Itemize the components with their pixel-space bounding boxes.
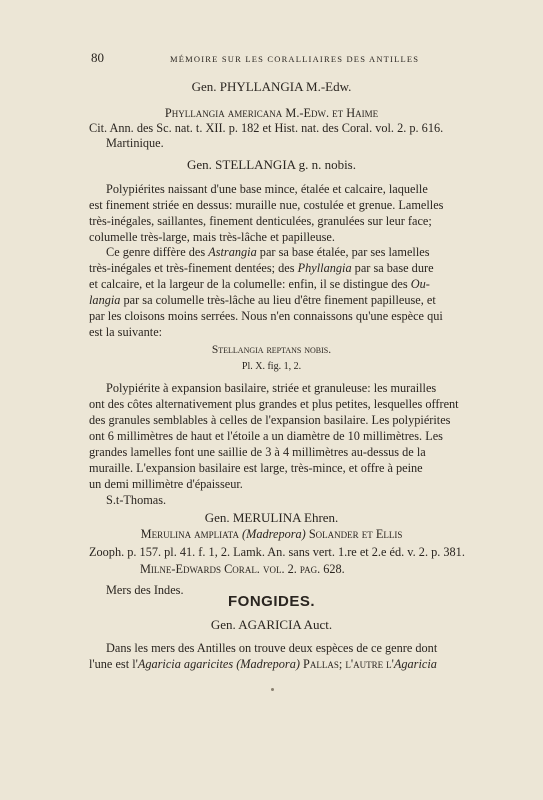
locality-line: S.t-Thomas. <box>106 493 167 507</box>
paragraph-line: et calcaire, et la largeur de la columelle: enfin, il se distingue des Ou- <box>89 277 430 291</box>
citation-line: Zooph. p. 157. pl. 41. f. 1, 2. Lamk. An. sans vert. 1.re et 2.e éd. v. 2. p. 381. <box>89 545 465 559</box>
paragraph-line: est finement striée en dessus: muraille nue, costulée et grenue. Lamelles <box>89 198 444 212</box>
plate-reference: Pl. X. fig. 1, 2. <box>241 361 302 372</box>
paragraph-line: des granules semblables à celles de l'expansion basilaire. Les polypiérites <box>89 413 451 427</box>
paragraph-line: ont des côtes alternativement plus grandes et plus petites, lesquelles offrent <box>89 397 459 411</box>
genus-heading-merulina: Gen. MERULINA Ehren. <box>204 510 339 525</box>
paragraph-line: très-inégales et très-finement dentées; des Phyllangia par sa base dure <box>89 261 434 275</box>
paragraph-line: un demi millimètre d'épaisseur. <box>89 477 243 491</box>
citation-line: Cit. Ann. des Sc. nat. t. XII. p. 182 et Hist. nat. des Coral. vol. 2. p. 616. <box>89 121 444 135</box>
paragraph-line: Polypiérites naissant d'une base mince, étalée et calcaire, laquelle <box>106 182 428 196</box>
species-heading-phyllangia-americana: Phyllangia americana M.-Edw. et Haime <box>164 106 379 120</box>
family-heading-fongides: FONGIDES. <box>227 593 315 610</box>
paragraph-line: par les cloisons moins serrées. Nous n'en connaissons qu'une espèce qui <box>89 309 443 323</box>
paragraph-line: grandes lamelles font une saillie de 3 à 4 millimètres au-dessus de la <box>89 445 426 459</box>
running-title: MÉMOIRE SUR LES CORALLIAIRES DES ANTILLES <box>170 54 420 64</box>
paragraph-line: très-inégales, saillantes, finement denticulées, granulées sur leur face; <box>89 214 432 228</box>
species-heading-merulina-ampliata: Merulina ampliata (Madrepora) Solander et Ellis <box>140 527 403 541</box>
paragraph-line: muraille. L'expansion basilaire est large, très-mince, et offre à peine <box>89 461 423 475</box>
paragraph-line: l'une est l'Agaricia agaricites (Madrepora) Pallas; l'autre l'Agaricia <box>89 657 437 671</box>
paragraph-line: Dans les mers des Antilles on trouve deux espèces de ce genre dont <box>106 641 438 655</box>
genus-heading-phyllangia: Gen. PHYLLANGIA M.-Edw. <box>191 79 352 94</box>
ink-spot <box>271 688 274 691</box>
paragraph-line: columelle très-large, mais très-lâche et papilleuse. <box>89 230 335 244</box>
locality-line: Mers des Indes. <box>106 583 184 597</box>
paragraph-line: Polypiérite à expansion basilaire, striée et granuleuse: les murailles <box>106 381 437 395</box>
locality-line: Martinique. <box>106 136 164 150</box>
genus-heading-agaricia: Gen. AGARICIA Auct. <box>210 617 333 632</box>
paragraph-line: langia par sa columelle très-lâche au lieu d'être finement papilleuse, et <box>89 293 436 307</box>
genus-heading-stellangia: Gen. STELLANGIA g. n. nobis. <box>187 157 356 172</box>
paragraph-line: est la suivante: <box>89 325 163 339</box>
paragraph-line: Ce genre diffère des Astrangia par sa base étalée, par ses lamelles <box>106 245 430 259</box>
citation-line: Milne-Edwards Coral. vol. 2. pag. 628. <box>140 562 345 576</box>
species-heading-stellangia-reptans: Stellangia reptans nobis. <box>211 344 332 356</box>
paragraph-line: ont 6 millimètres de haut et l'étoile a un diamètre de 10 millimètres. Les <box>89 429 443 443</box>
page-number: 80 <box>91 50 104 65</box>
